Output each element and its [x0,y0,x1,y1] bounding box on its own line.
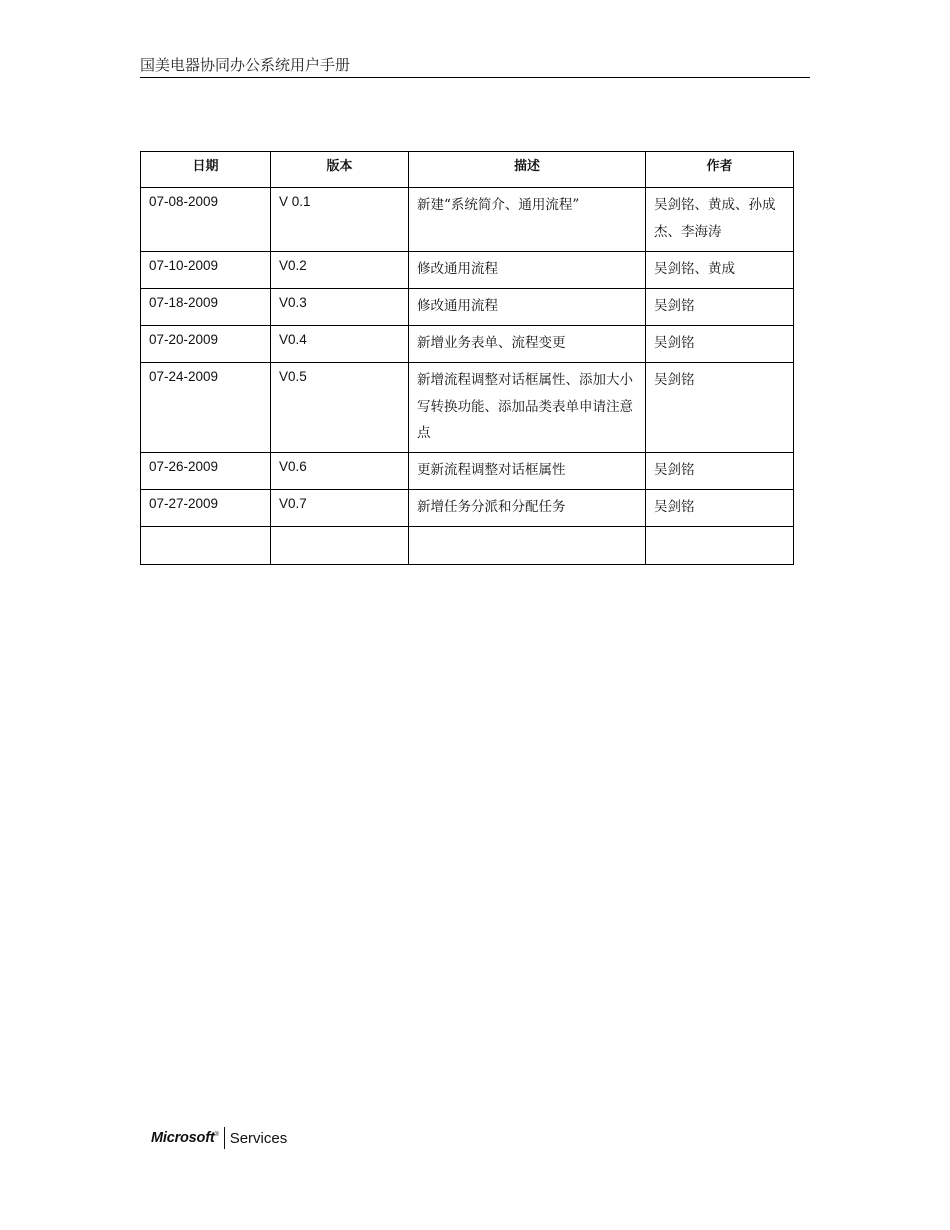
cell-date: 07-20-2009 [141,326,271,363]
column-header-author: 作者 [646,152,794,188]
column-header-version: 版本 [271,152,409,188]
cell-description: 新建“系统简介、通用流程” [409,188,646,252]
microsoft-services-logo [151,1127,287,1149]
cell-version: V 0.1 [271,188,409,252]
microsoft-wordmark: Microsoft® [151,1130,219,1146]
table-row-empty [141,527,794,565]
column-header-description: 描述 [409,152,646,188]
cell-author: 吴剑铭、黄成、孙成杰、李海涛 [646,188,794,252]
cell-author: 吴剑铭 [646,289,794,326]
cell-version: V0.6 [271,453,409,490]
cell-author [646,527,794,565]
cell-date [141,527,271,565]
cell-author: 吴剑铭 [646,453,794,490]
cell-author: 吴剑铭 [646,490,794,527]
cell-description: 新增业务表单、流程变更 [409,326,646,363]
page-header [140,55,810,78]
column-header-date: 日期 [141,152,271,188]
table-row [141,453,794,490]
cell-version: V0.7 [271,490,409,527]
cell-version: V0.2 [271,252,409,289]
cell-description: 新增流程调整对话框属性、添加大小写转换功能、添加品类表单申请注意点 [409,363,646,453]
cell-author: 吴剑铭 [646,326,794,363]
logo-divider [224,1127,225,1149]
table-row [141,289,794,326]
table-header-row [141,152,794,188]
cell-description: 更新流程调整对话框属性 [409,453,646,490]
cell-date: 07-26-2009 [141,453,271,490]
table-row [141,326,794,363]
table-row [141,188,794,252]
cell-date: 07-10-2009 [141,252,271,289]
table-row [141,252,794,289]
document-title: 国美电器协同办公系统用户手册 [140,56,351,74]
cell-description: 修改通用流程 [409,252,646,289]
cell-date: 07-08-2009 [141,188,271,252]
cell-author: 吴剑铭 [646,363,794,453]
services-wordmark: Services [229,1129,288,1147]
cell-date: 07-24-2009 [141,363,271,453]
cell-version: V0.4 [271,326,409,363]
cell-author: 吴剑铭、黄成 [646,252,794,289]
cell-version: V0.5 [271,363,409,453]
cell-description: 修改通用流程 [409,289,646,326]
revision-history-table [140,151,794,565]
table-row [141,490,794,527]
cell-date: 07-18-2009 [141,289,271,326]
cell-description: 新增任务分派和分配任务 [409,490,646,527]
cell-version [271,527,409,565]
cell-description [409,527,646,565]
table-row [141,363,794,453]
cell-date: 07-27-2009 [141,490,271,527]
cell-version: V0.3 [271,289,409,326]
